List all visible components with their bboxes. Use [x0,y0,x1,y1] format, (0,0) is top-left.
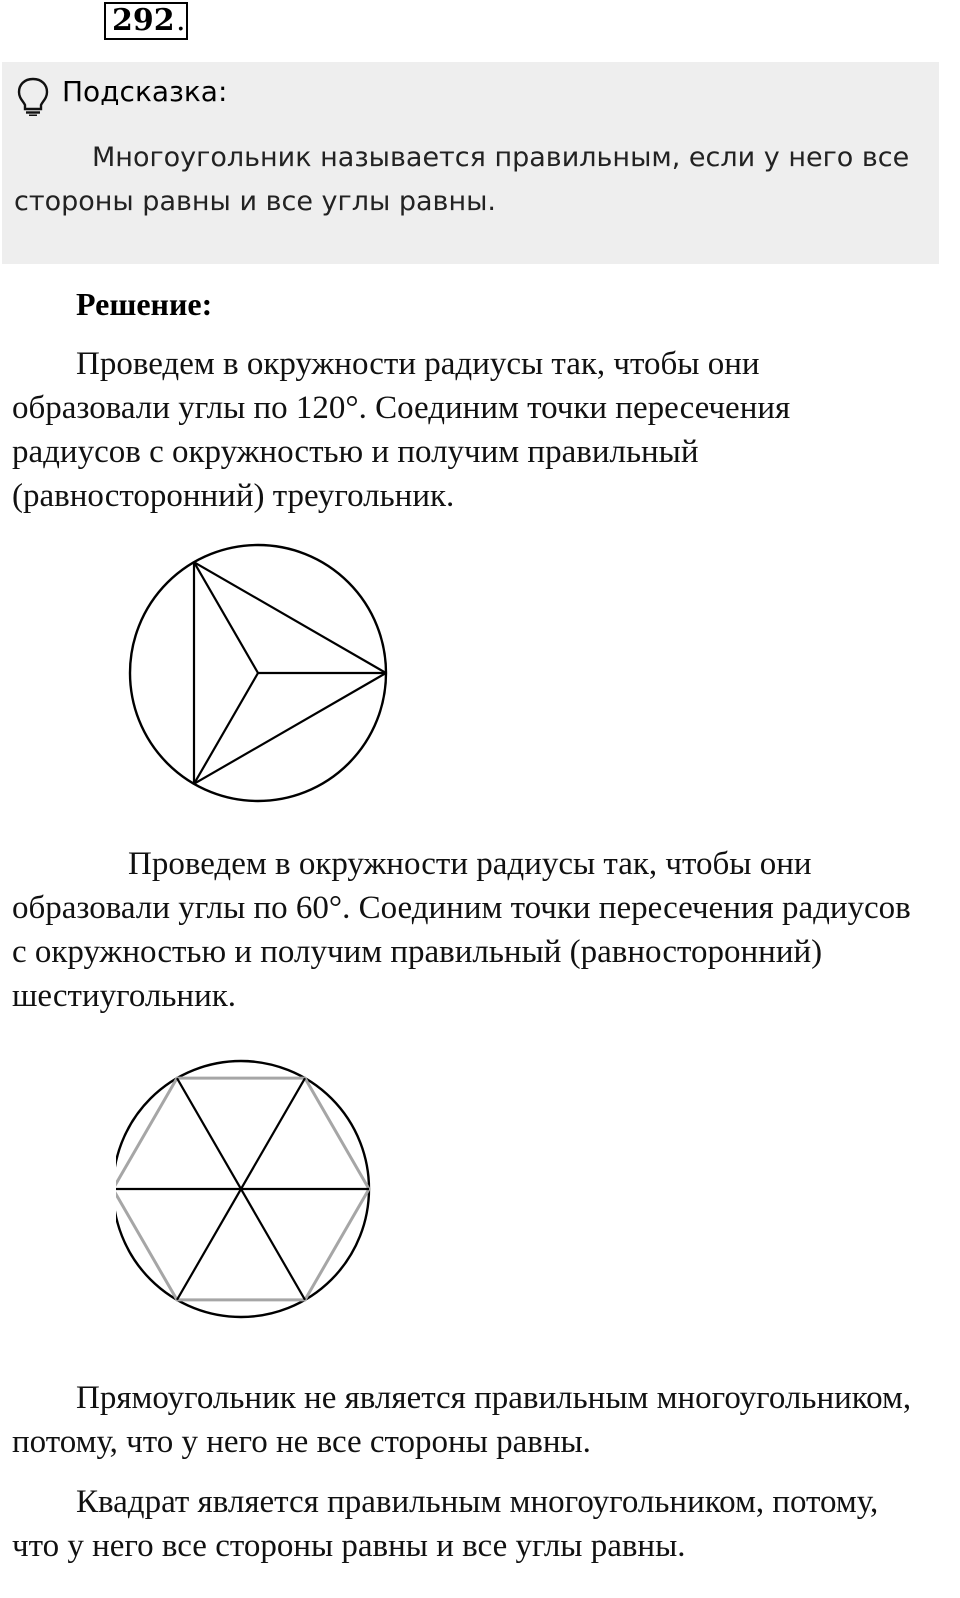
solution-paragraph-triangle: Проведем в окружности радиусы так, чтобы они образовали углы по 120°. Соединим точки пересечения радиусов с окружностью и получим правильный (равносторонний) треугольник. [12,346,791,514]
hint-title: Подсказка: [62,75,228,108]
task-number: 292 [104,2,188,40]
hexagon-in-circle-figure [116,1058,378,1320]
solution-heading: Решение: [76,286,213,322]
radius-line [194,562,258,673]
solution-paragraph-rectangle: Прямоугольник не является правильным многоугольником, потому, что у него не все стороны равны. [12,1380,912,1460]
hint-text: Многоугольник называется правильным, если у него все стороны равны и все углы равны. [14,142,910,217]
task-number-dot: . [176,3,186,38]
triangle-in-circle-figure [128,542,388,804]
triangle-side [194,562,386,673]
lightbulb-icon [16,76,50,116]
triangle-side [194,673,386,784]
solution-paragraph-square: Квадрат является правильным многоугольником, потому, что у него все стороны равны и все углы равны. [12,1484,879,1564]
radius-line [194,673,258,784]
hint-box [2,62,939,264]
solution-paragraph-hexagon: Проведем в окружности радиусы так, чтобы они образовали углы по 60°. Соединим точки пересечения радиусов с окружностью и получим правильный (равносторонний) шестиугольник. [12,846,911,1014]
